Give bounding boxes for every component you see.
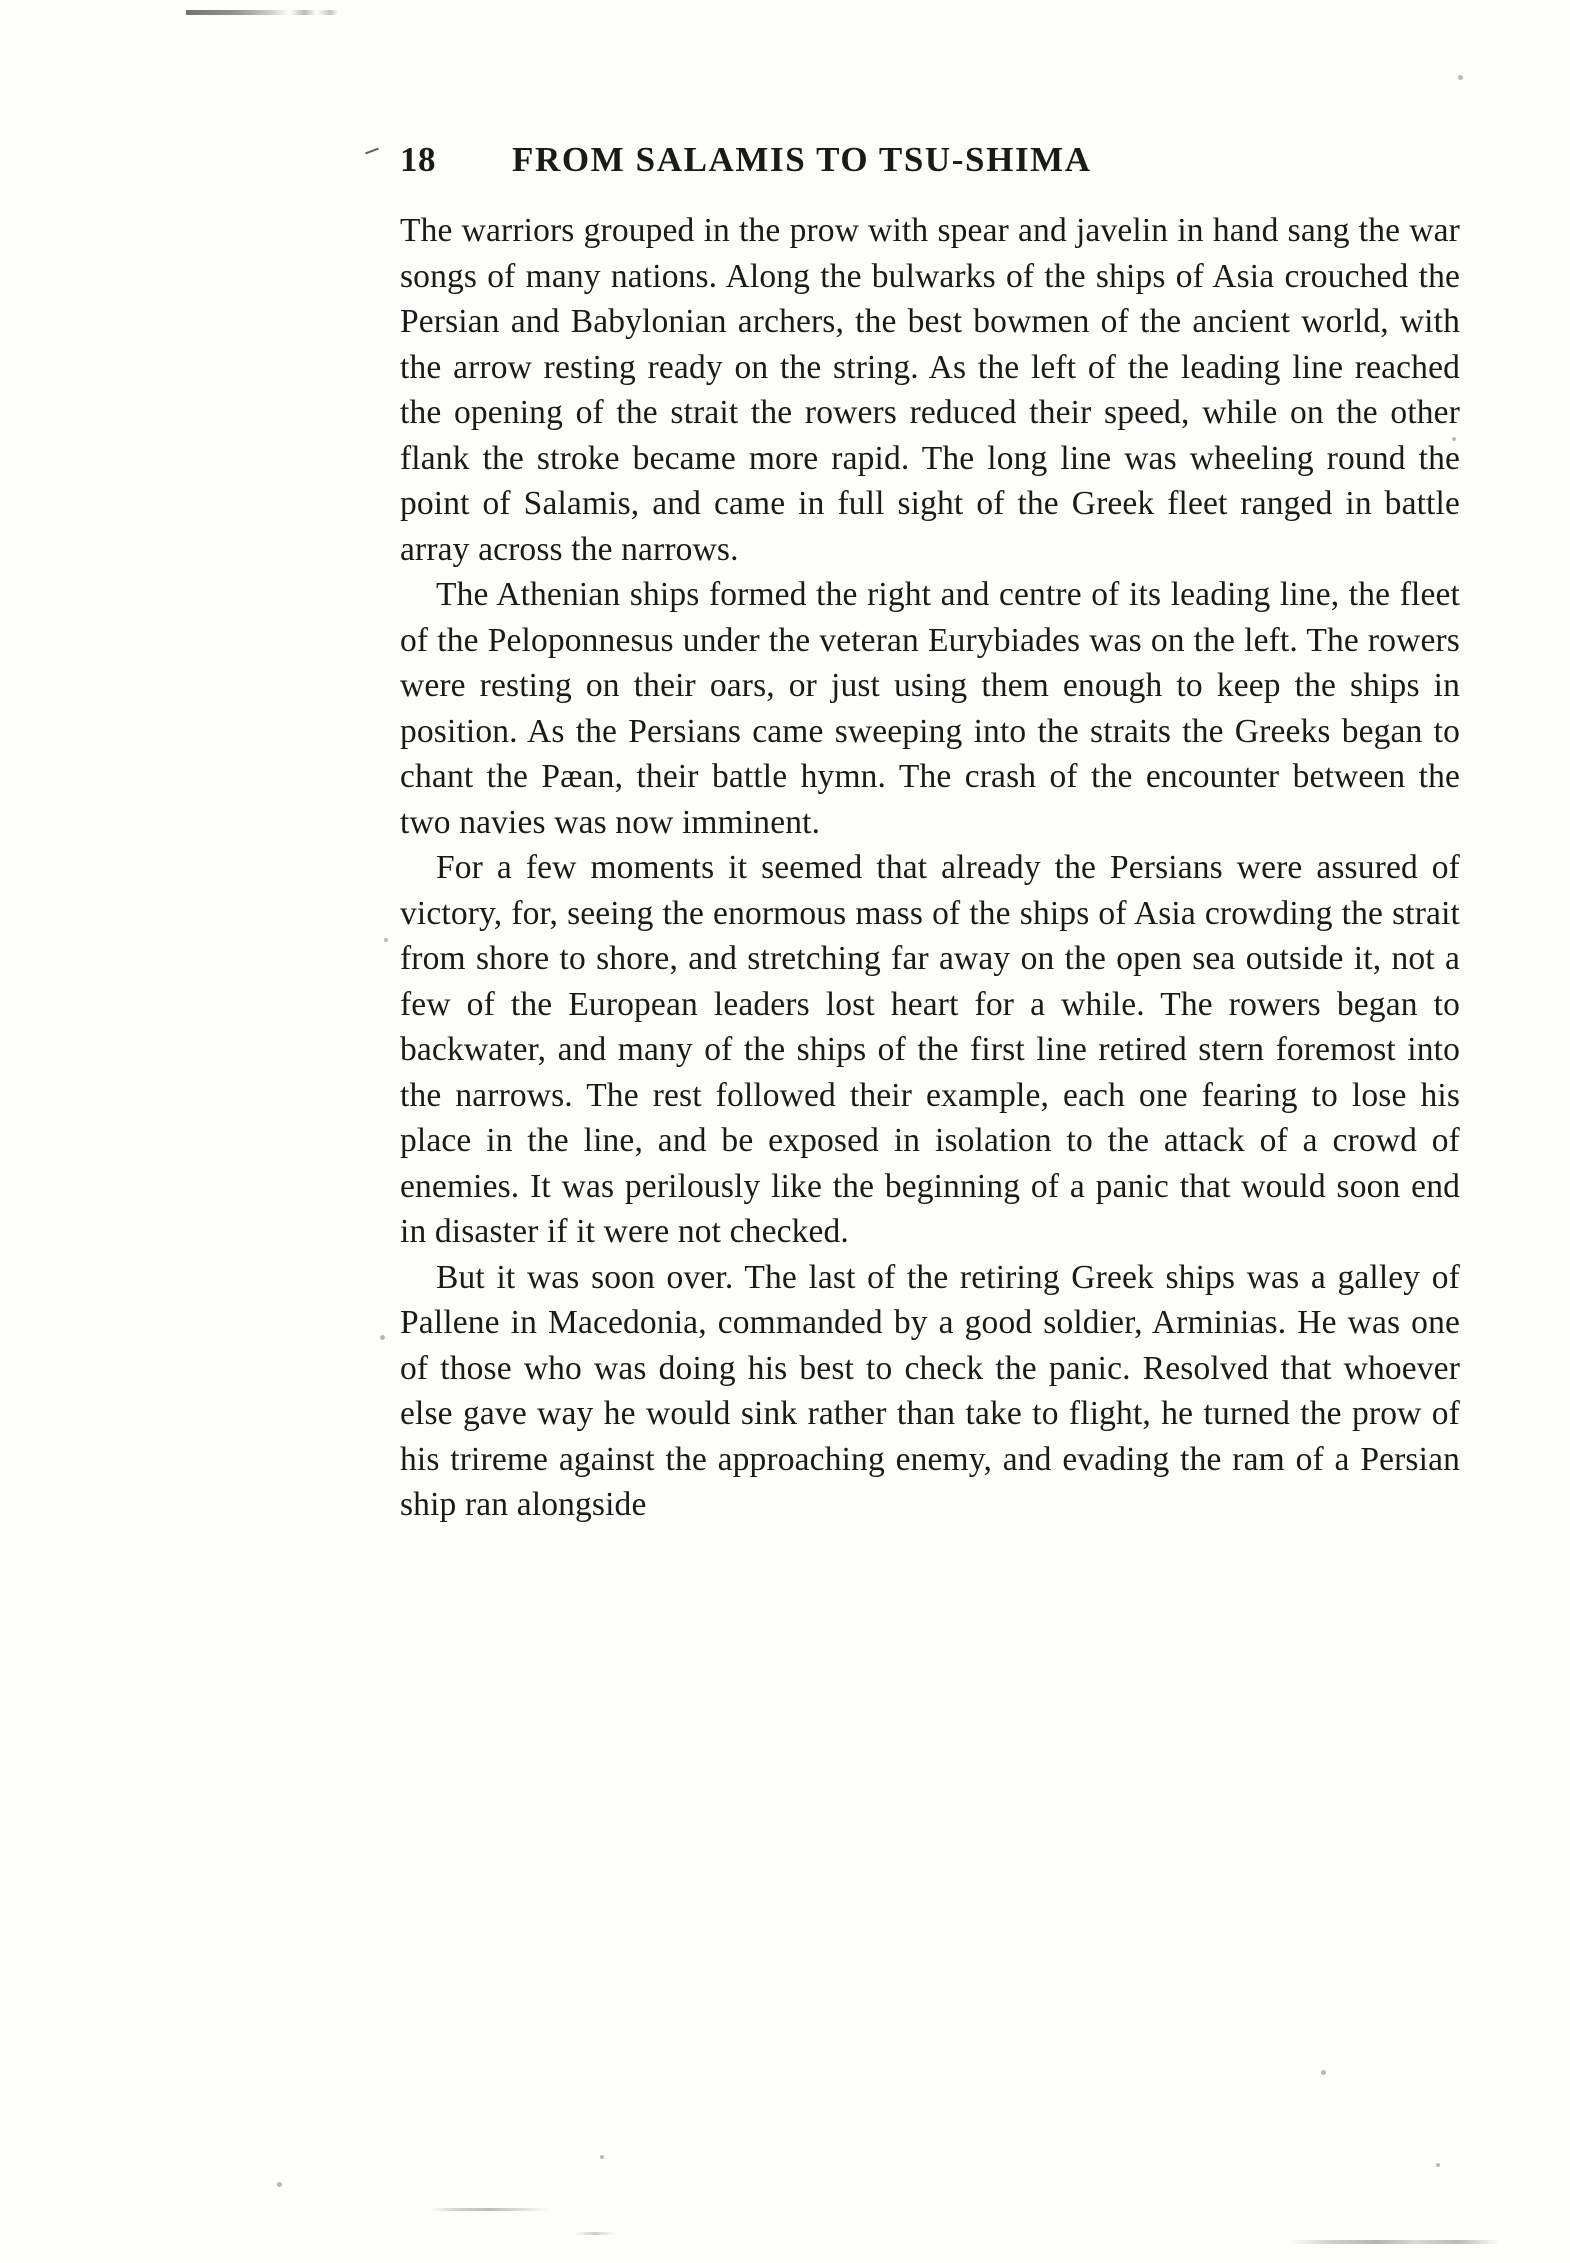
paragraph: The warriors grouped in the prow with spear and javelin in hand sang the war songs of many nations. Along the bulwarks of the ships of Asia crouched the Persian and Babylonian archers, the best bowmen of the ancient world, with the arrow resting ready on the string. As the left of the leading line reached the opening of the strait the rowers reduced their speed, while on the other flank the stroke became more rapid. The long line was wheeling round the point of Salamis, and came in full sight of the Greek fleet ranged in battle array across the narrows.: [400, 212, 1460, 568]
scan-speck: [1321, 2070, 1326, 2075]
scan-speck: [1436, 2163, 1440, 2167]
margin-tick-mark: [365, 148, 379, 155]
page-number: 18: [400, 140, 436, 179]
scan-artifact-bottom-right-edge: [1290, 2240, 1500, 2244]
page-header: [400, 140, 1460, 180]
page-content: [400, 140, 1460, 1528]
scan-artifact-bottom-edge: [430, 2208, 550, 2211]
scan-artifact-top-edge: [186, 10, 338, 15]
paragraph: But it was soon over. The last of the retiring Greek ships was a galley of Pallene in Macedonia, commanded by a good soldier, Arminias. He was one of those who was doing his best to check the panic. Resolved that whoever else gave way he would sink rather than take to flight, he turned the prow of his trireme against the approaching enemy, and evading the ram of a Persian ship ran alongside: [400, 1258, 1460, 1523]
paragraph: The Athenian ships formed the right and centre of its leading line, the fleet of the Peloponnesus under the veteran Eurybiades was on the left. The rowers were resting on their oars, or just using them enough to keep the ships in position. As the Persians came sweeping into the straits the Greeks began to chant the Pæan, their battle hymn. The crash of the encounter between the two navies was now imminent.: [400, 576, 1460, 841]
scan-speck: [380, 1335, 385, 1340]
running-head-title: FROM SALAMIS TO TSU-SHIMA: [512, 140, 1092, 179]
paragraph: For a few moments it seemed that already the Persians were assured of victory, for, seeing the enormous mass of the ships of Asia crowding the strait from shore to shore, and stretching far away on the open sea outside it, not a few of the European leaders lost heart for a while. The rowers began to backwater, and many of the ships of the first line retired stern foremost into the narrows. The rest followed their example, each one fearing to lose his place in the line, and be exposed in isolation to the attack of a crowd of enemies. It was perilously like the beginning of a panic that would soon end in disaster if it were not checked.: [400, 849, 1460, 1250]
scan-speck: [600, 2155, 604, 2159]
scan-speck: [1458, 75, 1463, 80]
scan-speck: [384, 938, 388, 942]
body-text: [400, 208, 1460, 1528]
scan-artifact-bottom-mark: [575, 2232, 615, 2235]
scan-speck: [277, 2182, 282, 2187]
